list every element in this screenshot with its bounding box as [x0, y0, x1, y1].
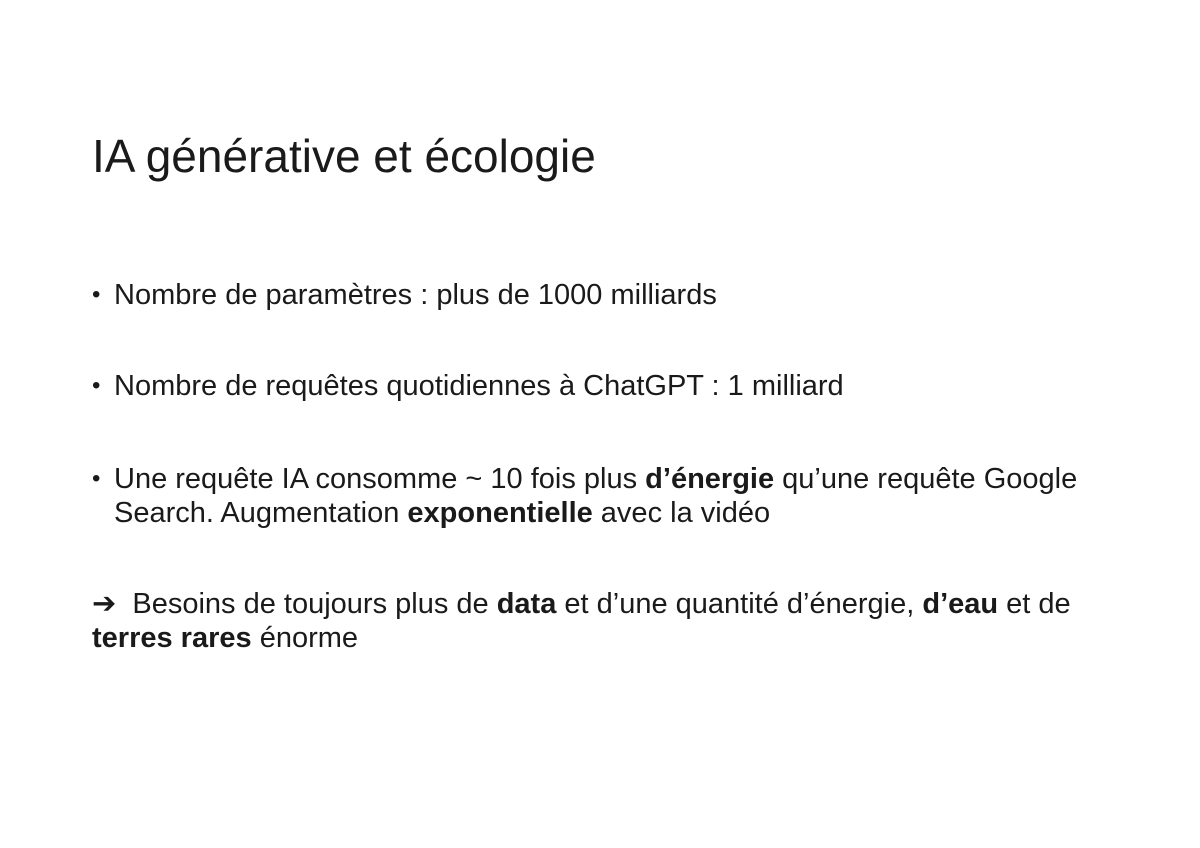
bullet-text: Nombre de paramètres : plus de 1000 milliards	[114, 279, 717, 311]
bullet-icon: •	[92, 465, 101, 492]
bullet-item-energy	[92, 462, 1122, 530]
conclusion-paragraph	[92, 587, 1132, 655]
text-segment: énorme	[251, 622, 359, 654]
bold-term-water: d’eau	[922, 588, 999, 620]
bullet-text: Nombre de requêtes quotidiennes à ChatGPT : 1 milliard	[114, 370, 844, 402]
bullet-item-requests	[92, 369, 1122, 403]
slide-title: IA générative et écologie	[92, 130, 596, 182]
text-segment: Une requête IA consomme ~ 10 fois plus	[114, 463, 646, 495]
text-segment: avec la vidéo	[592, 497, 771, 529]
bold-term-exponential: exponentielle	[407, 497, 593, 529]
bullet-icon: •	[92, 372, 101, 399]
text-segment: Besoins de toujours plus de	[124, 588, 497, 620]
bullet-text	[114, 462, 1122, 530]
bold-term-energy: d’énergie	[645, 463, 775, 495]
bold-term-rare-earths: terres rares	[92, 622, 252, 654]
bullet-item-parameters	[92, 278, 1122, 312]
bold-term-data: data	[496, 588, 557, 620]
bullet-icon: •	[92, 281, 101, 308]
text-segment: et d’une quantité d’énergie,	[556, 588, 923, 620]
arrow-right-icon: ➔	[92, 588, 117, 620]
text-segment: et de	[998, 588, 1071, 620]
text-segment: qu’une requête Google Search. Augmentation	[114, 463, 1078, 529]
